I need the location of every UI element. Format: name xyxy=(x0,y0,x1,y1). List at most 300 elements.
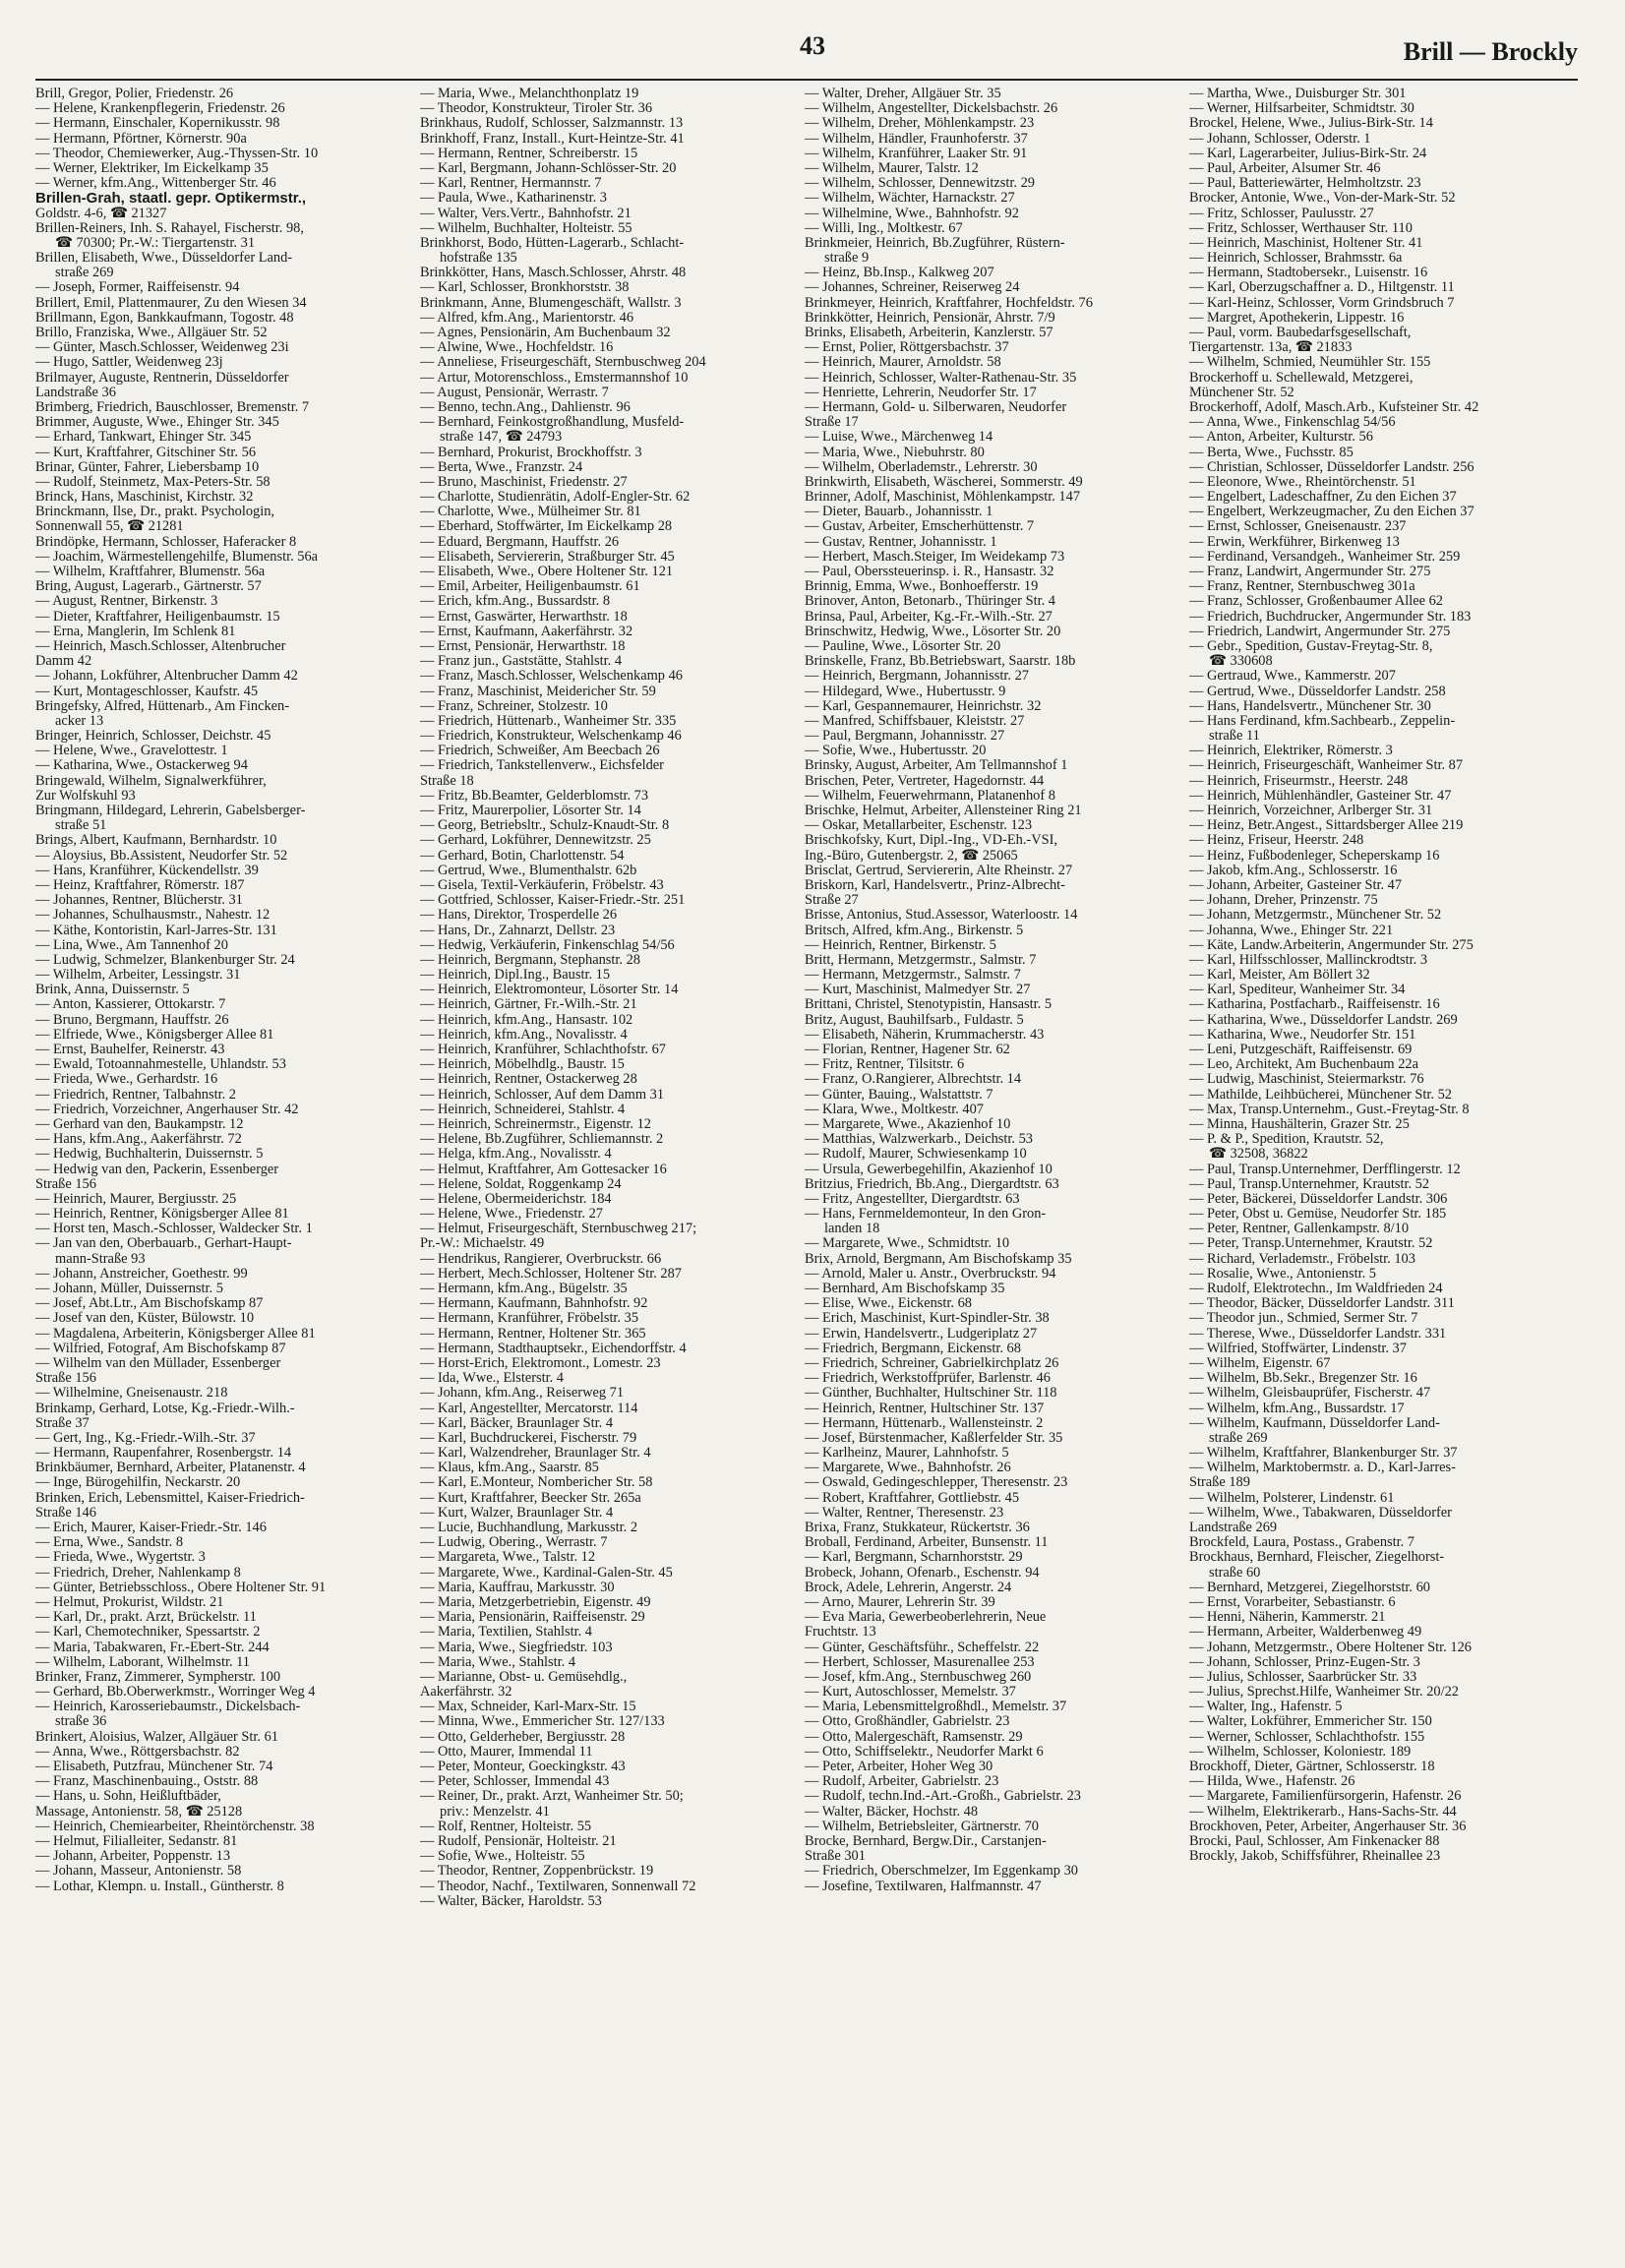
directory-entry-line: — Wilhelm, Polsterer, Lindenstr. 61 xyxy=(1189,1490,1395,1506)
directory-entry-line: — Werner, kfm.Ang., Wittenberger Str. 46 xyxy=(35,176,276,192)
directory-entry-line: Brink, Anna, Duissernstr. 5 xyxy=(35,983,190,998)
directory-entry-line: — August, Pensionär, Werrastr. 7 xyxy=(420,385,609,400)
directory-entry-line: — Eberhard, Stoffwärter, Im Eickelkamp 28 xyxy=(420,519,673,535)
directory-entry-line: Brinken, Erich, Lebensmittel, Kaiser-Friedrich- xyxy=(35,1490,305,1506)
directory-entry-line: — Pauline, Wwe., Lösorter Str. 20 xyxy=(805,638,1001,654)
directory-entry-line: — Heinrich, Maschinist, Holtener Str. 41 xyxy=(1189,235,1423,251)
directory-entry-line: — Gerhard, Botin, Charlottenstr. 54 xyxy=(420,848,625,864)
directory-entry-line: — Rudolf, Steinmetz, Max-Peters-Str. 58 xyxy=(35,474,271,490)
directory-entry-line: — Richard, Verlademstr., Fröbelstr. 103 xyxy=(1189,1251,1415,1267)
directory-entry-line: — Werner, Elektriker, Im Eickelkamp 35 xyxy=(35,160,269,176)
directory-entry-line: — Gerhard van den, Baukampstr. 12 xyxy=(35,1116,244,1132)
directory-entry-line: — Johann, Schlosser, Prinz-Eugen-Str. 3 xyxy=(1189,1654,1420,1670)
directory-entry-line: — Fritz, Bb.Beamter, Gelderblomstr. 73 xyxy=(420,788,649,804)
directory-entry-line: — Margarete, Wwe., Schmidtstr. 10 xyxy=(805,1236,1010,1252)
directory-entry-line: — Alwine, Wwe., Hochfeldstr. 16 xyxy=(420,340,614,356)
directory-entry-line: — Franz, Schlosser, Großenbaumer Allee 62 xyxy=(1189,594,1443,610)
directory-entry-line: Brinsky, August, Arbeiter, Am Tellmannshof 1 xyxy=(805,758,1068,774)
directory-entry-line: — Wilhelm, Kaufmann, Düsseldorfer Land- xyxy=(1189,1415,1440,1431)
directory-entry-line: — Christian, Schlosser, Düsseldorfer Landstr. 256 xyxy=(1189,459,1475,475)
directory-entry-line: — Mathilde, Leihbücherei, Münchener Str. 52 xyxy=(1189,1087,1452,1103)
directory-entry-line: straße 269 xyxy=(1209,1430,1268,1446)
directory-entry-line: Straße 17 xyxy=(805,415,859,431)
directory-entry-line: — Minna, Haushälterin, Grazer Str. 25 xyxy=(1189,1116,1410,1132)
directory-entry-line: — Peter, Schlosser, Immendal 43 xyxy=(420,1774,610,1790)
directory-entry-line: Brinover, Anton, Betonarb., Thüringer Str. 4 xyxy=(805,594,1055,610)
directory-entry-line: — Werner, Schlosser, Schlachthofstr. 155 xyxy=(1189,1729,1425,1745)
directory-entry-line: — Katharina, Wwe., Neudorfer Str. 151 xyxy=(1189,1027,1416,1043)
directory-entry-line: — Heinrich, Rentner, Ostackerweg 28 xyxy=(420,1072,637,1088)
directory-entry-line: — Josefine, Textilwaren, Halfmannstr. 47 xyxy=(805,1879,1042,1894)
directory-entry-line: Goldstr. 4-6, ☎ 21327 xyxy=(35,206,167,221)
directory-entry-line: — Friedrich, Hüttenarb., Wanheimer Str. 335 xyxy=(420,713,677,729)
directory-entry-line: Bringefsky, Alfred, Hüttenarb., Am Fincken- xyxy=(35,698,290,714)
directory-entry-line: — Anna, Wwe., Finkenschlag 54/56 xyxy=(1189,415,1396,431)
directory-entry-line: — Wilhelm, Schlosser, Koloniestr. 189 xyxy=(1189,1744,1412,1760)
directory-entry-line: — Wilhelmine, Gneisenaustr. 218 xyxy=(35,1386,228,1402)
directory-entry-line: — Karl, Gespannemaurer, Heinrichstr. 32 xyxy=(805,698,1042,714)
directory-entry-line: Brockly, Jakob, Schiffsführer, Rheinallee 23 xyxy=(1189,1849,1441,1865)
directory-entry-line: — Heinrich, Chemiearbeiter, Rheintörchenstr. 38 xyxy=(35,1819,315,1834)
directory-entry-line: — Margret, Apothekerin, Lippestr. 16 xyxy=(1189,310,1405,326)
directory-entry-line: — Heinrich, Kranführer, Schlachthofstr. 67 xyxy=(420,1043,666,1057)
directory-entry-line: — Julius, Sprechst.Hilfe, Wanheimer Str. 20/22 xyxy=(1189,1685,1459,1701)
directory-entry-line: — Walter, Lokführer, Emmericher Str. 150 xyxy=(1189,1714,1432,1730)
directory-entry-line: — Ernst, Schlosser, Gneisenaustr. 237 xyxy=(1189,519,1407,535)
directory-entry-line: straße 36 xyxy=(55,1714,107,1730)
directory-entry-line: — Wilhelm, Betriebsleiter, Gärtnerstr. 70 xyxy=(805,1819,1039,1834)
directory-entry-line: — Karl, E.Monteur, Nombericher Str. 58 xyxy=(420,1475,653,1491)
directory-entry-line: — Eva Maria, Gewerbeoberlehrerin, Neue xyxy=(805,1610,1047,1626)
directory-entry-line: Ing.-Büro, Gutenbergstr. 2, ☎ 25065 xyxy=(805,848,1018,864)
directory-entry-line: — Helmut, Filialleiter, Sedanstr. 81 xyxy=(35,1833,238,1849)
directory-entry-line: — Elfriede, Wwe., Königsberger Allee 81 xyxy=(35,1027,274,1043)
directory-entry-line: Straße 156 xyxy=(35,1176,96,1192)
directory-entry-line: — Anton, Arbeiter, Kulturstr. 56 xyxy=(1189,430,1373,446)
directory-entry-line: — Maria, Wwe., Siegfriedstr. 103 xyxy=(420,1640,613,1655)
directory-entry-line: Britsch, Alfred, kfm.Ang., Birkenstr. 5 xyxy=(805,923,1024,938)
directory-entry-line: Brinkmeier, Heinrich, Bb.Zugführer, Rüstern- xyxy=(805,235,1065,251)
directory-entry-line: — Werner, Hilfsarbeiter, Schmidtstr. 30 xyxy=(1189,101,1414,117)
directory-entry-line: — Johann, Anstreicher, Goethestr. 99 xyxy=(35,1266,248,1282)
directory-entry-line: — Johann, kfm.Ang., Reiserweg 71 xyxy=(420,1386,625,1402)
directory-entry-line: Brinkert, Aloisius, Walzer, Allgäuer Str. 61 xyxy=(35,1729,279,1745)
directory-entry-line: — Helene, Soldat, Roggenkamp 24 xyxy=(420,1176,622,1192)
directory-entry-line: — Paul, Batteriewärter, Helmholtzstr. 23 xyxy=(1189,176,1421,192)
directory-entry-line: — Hendrikus, Rangierer, Overbruckstr. 66 xyxy=(420,1251,662,1267)
directory-entry-line: — Maria, Textilien, Stahlstr. 4 xyxy=(420,1625,592,1641)
directory-entry-line: — Bernhard, Prokurist, Brockhoffstr. 3 xyxy=(420,445,642,460)
directory-entry-line: Straße 156 xyxy=(35,1371,96,1387)
directory-entry-line: mann-Straße 93 xyxy=(55,1251,146,1267)
directory-entry-line: — Johann, Schlosser, Oderstr. 1 xyxy=(1189,131,1371,147)
directory-entry-line: — Erwin, Werkführer, Birkenweg 13 xyxy=(1189,534,1400,550)
directory-entry-line: — Willi, Ing., Moltkestr. 67 xyxy=(805,220,963,236)
directory-entry-line: — Fritz, Maurerpolier, Lösorter Str. 14 xyxy=(420,804,641,818)
directory-entry-line: — Friedrich, Landwirt, Angermunder Str. 275 xyxy=(1189,624,1451,639)
directory-entry-line: — Maria, Wwe., Stahlstr. 4 xyxy=(420,1654,576,1670)
directory-entry-line: — Paul, Transp.Unternehmer, Krautstr. 52 xyxy=(1189,1176,1430,1192)
directory-entry-line: — Wilhelm, Laborant, Wilhelmstr. 11 xyxy=(35,1654,251,1670)
directory-entry-line: — Heinrich, Elektriker, Römerstr. 3 xyxy=(1189,744,1393,759)
directory-entry-line: — Margarete, Familienfürsorgerin, Hafenstr. 26 xyxy=(1189,1789,1462,1805)
directory-entry-line: — Berta, Wwe., Fuchsstr. 85 xyxy=(1189,445,1354,460)
directory-entry-line: — Alfred, kfm.Ang., Marientorstr. 46 xyxy=(420,310,634,326)
directory-entry-line: — Helmut, Kraftfahrer, Am Gottesacker 16 xyxy=(420,1162,667,1177)
directory-entry-line: — Friedrich, Oberschmelzer, Im Eggenkamp 30 xyxy=(805,1864,1078,1880)
directory-entry-line: — Hans, Handelsvertr., Münchener Str. 30 xyxy=(1189,698,1431,714)
directory-entry-line: — Paula, Wwe., Katharinenstr. 3 xyxy=(420,191,607,207)
directory-entry-line: Brinkbäumer, Bernhard, Arbeiter, Platanenstr. 4 xyxy=(35,1461,306,1476)
directory-entry-line: — Josef van den, Küster, Bülowstr. 10 xyxy=(35,1311,255,1327)
directory-entry-line: — Ernst, Vorarbeiter, Sebastianstr. 6 xyxy=(1189,1594,1396,1610)
directory-entry-line: — Heinrich, Elektromonteur, Lösorter Str. 14 xyxy=(420,983,679,998)
directory-entry-line: Brillert, Emil, Plattenmaurer, Zu den Wiesen 34 xyxy=(35,295,307,311)
directory-entry-line: — Maria, Pensionärin, Raiffeisenstr. 29 xyxy=(420,1610,645,1626)
directory-entry-line: — Ernst, Gaswärter, Herwarthstr. 18 xyxy=(420,609,628,625)
directory-entry-line: — Katharina, Postfacharb., Raiffeisenstr. 16 xyxy=(1189,997,1440,1013)
directory-entry-line: Britz, August, Bauhilfsarb., Fuldastr. 5 xyxy=(805,1012,1024,1028)
directory-entry-line: Brockerhoff u. Schellewald, Metzgerei, xyxy=(1189,370,1414,386)
directory-entry-line: — Hermann, Metzgermstr., Salmstr. 7 xyxy=(805,968,1021,984)
directory-entry-line: — Max, Transp.Unternehm., Gust.-Freytag-Str. 8 xyxy=(1189,1102,1470,1117)
directory-entry-line: — Johann, Metzgermstr., Münchener Str. 52 xyxy=(1189,908,1442,924)
directory-entry-line: — Theodor, Chemiewerker, Aug.-Thyssen-Str. 10 xyxy=(35,146,319,161)
directory-entry-line: — Karl, Walzendreher, Braunlager Str. 4 xyxy=(420,1446,651,1462)
directory-entry-line: — Kurt, Kraftfahrer, Beecker Str. 265a xyxy=(420,1490,641,1506)
directory-entry-line: Brinck, Hans, Maschinist, Kirchstr. 32 xyxy=(35,490,254,506)
directory-entry-line: — Johann, Dreher, Prinzenstr. 75 xyxy=(1189,893,1378,909)
directory-entry-line: — Friedrich, Rentner, Talbahnstr. 2 xyxy=(35,1087,236,1103)
directory-entry-line: — Magdalena, Arbeiterin, Königsberger Allee 81 xyxy=(35,1326,316,1342)
directory-entry-line: — Helene, Obermeiderichstr. 184 xyxy=(420,1191,612,1207)
directory-entry-line: Straße 18 xyxy=(420,773,474,789)
directory-entry-line: — Rudolf, Arbeiter, Gabrielstr. 23 xyxy=(805,1774,999,1790)
directory-entry-line: — Heinrich, Mühlenhändler, Gasteiner Str. 47 xyxy=(1189,788,1452,804)
directory-entry-line: — Johann, Müller, Duissernstr. 5 xyxy=(35,1282,223,1296)
directory-entry-line: — Karl, Lagerarbeiter, Julius-Birk-Str. 24 xyxy=(1189,146,1427,161)
directory-entry-line: — Arnold, Maler u. Anstr., Overbruckstr. 94 xyxy=(805,1266,1056,1282)
directory-entry-line: — Johanna, Wwe., Ehinger Str. 221 xyxy=(1189,923,1394,938)
directory-entry-line: — Peter, Transp.Unternehmer, Krautstr. 52 xyxy=(1189,1236,1433,1252)
directory-entry-line: Brillen-Grah, staatl. gepr. Optikermstr., xyxy=(35,191,307,207)
directory-entry-line: — Berta, Wwe., Franzstr. 24 xyxy=(420,459,583,475)
directory-entry-line: — Heinrich, Rentner, Birkenstr. 5 xyxy=(805,937,996,953)
directory-entry-line: Brillmann, Egon, Bankkaufmann, Togostr. 48 xyxy=(35,310,294,326)
directory-entry-line: Brinkmann, Änne, Blumengeschäft, Wallstr. 3 xyxy=(420,295,682,311)
directory-entry-line: — Heinrich, Masch.Schlosser, Altenbrucher xyxy=(35,638,286,654)
directory-entry-line: Brocki, Paul, Schlosser, Am Finkenacker 88 xyxy=(1189,1833,1440,1849)
directory-entry-line: Brockhoven, Peter, Arbeiter, Angerhauser Str. 36 xyxy=(1189,1819,1467,1834)
directory-entry-line: — Bernhard, Metzgerei, Ziegelhorststr. 60 xyxy=(1189,1580,1430,1595)
directory-entry-line: — Karl, Dr., prakt. Arzt, Brückelstr. 11 xyxy=(35,1610,257,1626)
directory-entry-line: — Franz, Landwirt, Angermunder Str. 275 xyxy=(1189,565,1431,579)
directory-entry-line: — Wilhelm, Marktobermstr. a. D., Karl-Jarres- xyxy=(1189,1461,1456,1476)
directory-entry-line: Straße 189 xyxy=(1189,1475,1250,1491)
directory-entry-line: — Wilfried, Fotograf, Am Bischofskamp 87 xyxy=(35,1341,286,1356)
directory-entry-line: — Wilhelm, Schmied, Neumühler Str. 155 xyxy=(1189,355,1431,371)
directory-entry-line: Brimmer, Auguste, Wwe., Ehinger Str. 345 xyxy=(35,415,279,431)
directory-entry-line: straße 11 xyxy=(1209,729,1260,745)
directory-entry-line: Brinner, Adolf, Maschinist, Möhlenkampstr. 147 xyxy=(805,490,1081,506)
directory-entry-line: — Horst ten, Masch.-Schlosser, Waldecker Str. 1 xyxy=(35,1222,313,1237)
directory-entry-line: — Erna, Wwe., Sandstr. 8 xyxy=(35,1535,184,1551)
directory-entry-line: — Jakob, kfm.Ang., Schlosserstr. 16 xyxy=(1189,863,1398,878)
directory-entry-line: — Otto, Maurer, Immendal 11 xyxy=(420,1744,593,1760)
directory-entry-line: — Margarete, Wwe., Akazienhof 10 xyxy=(805,1116,1011,1132)
directory-entry-line: Landstraße 36 xyxy=(35,385,116,400)
directory-entry-line: — Gerhard, Lokführer, Dennewitzstr. 25 xyxy=(420,833,651,849)
directory-entry-line: — Heinrich, Dipl.Ing., Baustr. 15 xyxy=(420,968,611,984)
directory-entry-line: — Wilhelm, Angestellter, Dickelsbachstr. 26 xyxy=(805,101,1058,117)
directory-entry-line: — Engelbert, Werkzeugmacher, Zu den Eichen 37 xyxy=(1189,505,1475,520)
directory-entry-line: — Heinrich, Maurer, Arnoldstr. 58 xyxy=(805,355,1001,371)
directory-entry-line: Brixa, Franz, Stukkateur, Rückertstr. 36 xyxy=(805,1521,1030,1535)
directory-entry-line: — Margarete, Wwe., Bahnhofstr. 26 xyxy=(805,1461,1011,1476)
directory-entry-line: — August, Rentner, Birkenstr. 3 xyxy=(35,594,218,610)
directory-entry-line: — Maria, Wwe., Niebuhrstr. 80 xyxy=(805,445,985,460)
directory-entry-line: — Gustav, Rentner, Johannisstr. 1 xyxy=(805,534,997,550)
directory-entry-line: — Theodor, Rentner, Zoppenbrückstr. 19 xyxy=(420,1864,654,1880)
directory-entry-line: — Artur, Motorenschloss., Emstermannshof 10 xyxy=(420,370,689,386)
directory-entry-line: — Hans, Kranführer, Kückendellstr. 39 xyxy=(35,863,259,878)
directory-entry-line: — Heinrich, Bergmann, Stephanstr. 28 xyxy=(420,952,640,968)
directory-entry-line: — Reiner, Dr., prakt. Arzt, Wanheimer Str. 50; xyxy=(420,1789,684,1805)
directory-entry-line: Brocke, Bernhard, Bergw.Dir., Carstanjen- xyxy=(805,1833,1047,1849)
directory-entry-line: — Wilhelm, Wwe., Tabakwaren, Düsseldorfer xyxy=(1189,1505,1452,1521)
directory-entry-line: — Florian, Rentner, Hagener Str. 62 xyxy=(805,1043,1010,1057)
directory-entry-line: — Franz, Rentner, Sternbuschweg 301a xyxy=(1189,579,1415,595)
directory-entry-line: Britzius, Friedrich, Bb.Ang., Diergardtstr. 63 xyxy=(805,1176,1059,1192)
directory-entry-line: — Karl, Buchdruckerei, Fischerstr. 79 xyxy=(420,1430,637,1446)
directory-entry-line: — Karl, Schlosser, Bronkhorststr. 38 xyxy=(420,280,630,296)
directory-entry-line: — Ursula, Gewerbegehilfin, Akazienhof 10 xyxy=(805,1162,1053,1177)
directory-entry-line: — Dieter, Bauarb., Johannisstr. 1 xyxy=(805,505,993,520)
directory-entry-line: Brinker, Franz, Zimmerer, Sympherstr. 100 xyxy=(35,1669,281,1685)
directory-entry-line: — Hermann, Raupenfahrer, Rosenbergstr. 14 xyxy=(35,1446,292,1462)
directory-entry-line: — Karl, Hilfsschlosser, Mallinckrodtstr. 3 xyxy=(1189,952,1428,968)
directory-entry-line: — Franz jun., Gaststätte, Stahlstr. 4 xyxy=(420,654,623,670)
directory-entry-line: — Ernst, Polier, Röttgersbachstr. 37 xyxy=(805,340,1009,356)
directory-entry-line: Britt, Hermann, Metzgermstr., Salmstr. 7 xyxy=(805,952,1037,968)
directory-entry-line: — Friedrich, Buchdrucker, Angermunder Str. 183 xyxy=(1189,609,1472,625)
directory-entry-line: Brinkamp, Gerhard, Lotse, Kg.-Friedr.-Wilh.- xyxy=(35,1401,295,1416)
directory-entry-line: — Johann, Masseur, Antonienstr. 58 xyxy=(35,1864,242,1880)
directory-entry-line: Brinkmeyer, Heinrich, Kraftfahrer, Hochfeldstr. 76 xyxy=(805,295,1093,311)
directory-entry-line: — Friedrich, Werkstoffprüfer, Barlenstr. 46 xyxy=(805,1371,1051,1387)
directory-entry-line: — Wilhelm, Dreher, Möhlenkampstr. 23 xyxy=(805,116,1035,132)
directory-entry-line: — Hermann, Rentner, Holtener Str. 365 xyxy=(420,1326,646,1342)
directory-entry-line: — Hermann, Gold- u. Silberwaren, Neudorfer xyxy=(805,399,1067,415)
directory-entry-line: — Rudolf, Elektrotechn., Im Waldfrieden 24 xyxy=(1189,1282,1443,1296)
directory-entry-line: — Margareta, Wwe., Talstr. 12 xyxy=(420,1550,596,1566)
directory-entry-line: — Hilda, Wwe., Hafenstr. 26 xyxy=(1189,1774,1355,1790)
directory-entry-line: — Rolf, Rentner, Holteistr. 55 xyxy=(420,1819,592,1834)
directory-entry-line: — Kurt, Autoschlosser, Memelstr. 37 xyxy=(805,1685,1016,1701)
directory-entry-line: — Paul, Oberssteuerinsp. i. R., Hansastr. 32 xyxy=(805,565,1054,579)
directory-entry-line: — Franz, Schreiner, Stolzestr. 10 xyxy=(420,698,608,714)
directory-entry-line: Sonnenwall 55, ☎ 21281 xyxy=(35,519,184,535)
directory-entry-line: — Heinrich, Bergmann, Johannisstr. 27 xyxy=(805,669,1029,685)
directory-entry-line: — Hermann, Kaufmann, Bahnhofstr. 92 xyxy=(420,1296,648,1312)
directory-entry-line: — Dieter, Kraftfahrer, Heiligenbaumstr. 15 xyxy=(35,609,280,625)
directory-entry-line: — Friedrich, Vorzeichner, Angerhauser Str. 42 xyxy=(35,1102,299,1117)
directory-entry-line: — Helene, Wwe., Friedenstr. 27 xyxy=(420,1207,603,1223)
directory-entry-line: — Johannes, Schreiner, Reiserweg 24 xyxy=(805,280,1020,296)
directory-entry-line: — Erich, kfm.Ang., Bussardstr. 8 xyxy=(420,594,611,610)
directory-entry-line: ☎ 70300; Pr.-W.: Tiergartenstr. 31 xyxy=(55,235,256,251)
directory-entry-line: — Paul, vorm. Baubedarfsgesellschaft, xyxy=(1189,326,1412,340)
directory-entry-line: — Engelbert, Ladeschaffner, Zu den Eichen 37 xyxy=(1189,490,1457,506)
directory-entry-line: — Wilfried, Stoffwärter, Lindenstr. 37 xyxy=(1189,1341,1407,1356)
directory-entry-line: Brockfeld, Laura, Postass., Grabenstr. 7 xyxy=(1189,1535,1414,1551)
directory-entry-line: Brinkhorst, Bodo, Hütten-Lagerarb., Schlacht- xyxy=(420,235,685,251)
directory-column-1 xyxy=(35,87,414,1894)
directory-entry-line: — Martha, Wwe., Duisburger Str. 301 xyxy=(1189,87,1407,101)
directory-entry-line: — Josef, Abt.Ltr., Am Bischofskamp 87 xyxy=(35,1296,264,1312)
directory-entry-line: Brockel, Helene, Wwe., Julius-Birk-Str. 14 xyxy=(1189,116,1433,132)
directory-entry-line: — Wilhelm, Buchhalter, Holteistr. 55 xyxy=(420,220,632,236)
directory-entry-line: Straße 37 xyxy=(35,1415,90,1431)
directory-entry-line: straße 269 xyxy=(55,266,114,281)
directory-entry-line: — Elisabeth, Putzfrau, Münchener Str. 74 xyxy=(35,1760,273,1774)
directory-entry-line: Brilmayer, Auguste, Rentnerin, Düsseldorfer xyxy=(35,370,289,386)
directory-entry-line: Brinkkötter, Hans, Masch.Schlosser, Ahrstr. 48 xyxy=(420,266,687,281)
directory-entry-line: — Karl-Heinz, Schlosser, Vorm Grindsbruch 7 xyxy=(1189,295,1455,311)
directory-entry-line: Brinnig, Emma, Wwe., Bonhoefferstr. 19 xyxy=(805,579,1039,595)
directory-entry-line: — Inge, Bürogehilfin, Neckarstr. 20 xyxy=(35,1475,241,1491)
directory-entry-line: — Agnes, Pensionärin, Am Buchenbaum 32 xyxy=(420,326,671,340)
directory-entry-line: — Lucie, Buchhandlung, Markusstr. 2 xyxy=(420,1521,638,1535)
directory-entry-line: Brinkwirth, Elisabeth, Wäscherei, Sommerstr. 49 xyxy=(805,474,1083,490)
directory-entry-line: — Otto, Schiffselektr., Neudorfer Markt 6 xyxy=(805,1744,1044,1760)
directory-entry-line: — Charlotte, Wwe., Mülheimer Str. 81 xyxy=(420,505,641,520)
directory-entry-line: — Gerhard, Bb.Oberwerkmstr., Worringer Weg 4 xyxy=(35,1685,316,1701)
directory-entry-line: — Walter, Rentner, Theresenstr. 23 xyxy=(805,1505,1004,1521)
directory-entry-line: — Franz, Maschinenbauing., Oststr. 88 xyxy=(35,1774,259,1790)
directory-entry-line: landen 18 xyxy=(824,1222,880,1237)
directory-column-4 xyxy=(1189,87,1578,1864)
directory-entry-line: Bringewald, Wilhelm, Signalwerkführer, xyxy=(35,773,267,789)
directory-entry-line: — Hermann, kfm.Ang., Bügelstr. 35 xyxy=(420,1282,628,1296)
directory-entry-line: — Rudolf, Maurer, Schwiesenkamp 10 xyxy=(805,1147,1027,1163)
directory-entry-line: — Kurt, Maschinist, Malmedyer Str. 27 xyxy=(805,983,1031,998)
directory-entry-line: — Josef, Bürstenmacher, Kaßlerfelder Str. 35 xyxy=(805,1430,1063,1446)
directory-entry-line: Brindöpke, Hermann, Schlosser, Haferacker 8 xyxy=(35,534,297,550)
directory-entry-line: Massage, Antonienstr. 58, ☎ 25128 xyxy=(35,1804,243,1820)
directory-entry-line: — Friedrich, Bergmann, Eickenstr. 68 xyxy=(805,1341,1021,1356)
directory-entry-line: — Horst-Erich, Elektromont., Lomestr. 23 xyxy=(420,1355,661,1371)
directory-entry-line: — Ernst, Pensionär, Herwarthstr. 18 xyxy=(420,638,626,654)
directory-entry-line: — Johannes, Rentner, Blücherstr. 31 xyxy=(35,893,243,909)
directory-entry-line: — Paul, Bergmann, Johannisstr. 27 xyxy=(805,729,1005,745)
directory-entry-line: Brisclat, Gertrud, Serviererin, Alte Rheinstr. 27 xyxy=(805,863,1073,878)
directory-entry-line: — Julius, Schlosser, Saarbrücker Str. 33 xyxy=(1189,1669,1417,1685)
directory-entry-line: — Fritz, Schlosser, Werthauser Str. 110 xyxy=(1189,220,1413,236)
directory-entry-line: Landstraße 269 xyxy=(1189,1521,1278,1535)
directory-entry-line: — Wilhelm, Kranführer, Laaker Str. 91 xyxy=(805,146,1028,161)
directory-entry-line: — Walter, Ing., Hafenstr. 5 xyxy=(1189,1700,1343,1715)
directory-entry-line: — Heinrich, Schlosser, Brahmsstr. 6a xyxy=(1189,251,1403,267)
directory-entry-line: — Wilhelm, Feuerwehrmann, Platanenhof 8 xyxy=(805,788,1055,804)
directory-entry-line: Bringer, Heinrich, Schlosser, Deichstr. 45 xyxy=(35,729,271,745)
directory-entry-line: Brobeck, Johann, Ofenarb., Eschenstr. 94 xyxy=(805,1565,1040,1581)
directory-entry-line: — P. & P., Spedition, Krautstr. 52, xyxy=(1189,1132,1384,1148)
directory-entry-line: Broball, Ferdinand, Arbeiter, Bunsenstr. 11 xyxy=(805,1535,1049,1551)
directory-entry-line: — Erna, Manglerin, Im Schlenk 81 xyxy=(35,624,236,639)
directory-entry-line: — Anneliese, Friseurgeschäft, Sternbuschweg 204 xyxy=(420,355,706,371)
directory-entry-line: — Gustav, Arbeiter, Emscherhüttenstr. 7 xyxy=(805,519,1035,535)
directory-entry-line: Brillen-Reiners, Inh. S. Rahayel, Fischerstr. 98, xyxy=(35,220,304,236)
directory-entry-line: — Heinrich, kfm.Ang., Novalisstr. 4 xyxy=(420,1027,628,1043)
directory-entry-line: Brinar, Günter, Fahrer, Liebersbamp 10 xyxy=(35,459,260,475)
directory-entry-line: — Franz, Maschinist, Meidericher Str. 59 xyxy=(420,684,656,699)
directory-entry-line: — Herbert, Masch.Steiger, Im Weidekamp 73 xyxy=(805,549,1065,565)
directory-entry-line: Brinsa, Paul, Arbeiter, Kg.-Fr.-Wilh.-Str. 27 xyxy=(805,609,1053,625)
directory-entry-line: — Gert, Ing., Kg.-Friedr.-Wilh.-Str. 37 xyxy=(35,1430,256,1446)
directory-entry-line: — Hermann, Kranführer, Fröbelstr. 35 xyxy=(420,1311,639,1327)
directory-entry-line: Brings, Albert, Kaufmann, Bernhardstr. 10 xyxy=(35,833,277,849)
directory-entry-line: — Frieda, Wwe., Wygertstr. 3 xyxy=(35,1550,206,1566)
directory-entry-line: — Klaus, kfm.Ang., Saarstr. 85 xyxy=(420,1461,599,1476)
directory-entry-line: — Helene, Krankenpflegerin, Friedenstr. 26 xyxy=(35,101,285,117)
directory-entry-line: — Theodor, Nachf., Textilwaren, Sonnenwall 72 xyxy=(420,1879,696,1894)
directory-entry-line: — Otto, Großhändler, Gabrielstr. 23 xyxy=(805,1714,1010,1730)
directory-entry-line: Brinckmann, Ilse, Dr., prakt. Psychologin, xyxy=(35,505,275,520)
directory-entry-line: — Helmut, Friseurgeschäft, Sternbuschweg 217; xyxy=(420,1222,697,1237)
directory-entry-line: — Lothar, Klempn. u. Install., Güntherstr. 8 xyxy=(35,1879,284,1894)
directory-entry-line: — Elise, Wwe., Eickenstr. 68 xyxy=(805,1296,972,1312)
directory-entry-line: Brinkkötter, Heinrich, Pensionär, Ahrstr. 7/9 xyxy=(805,310,1055,326)
directory-entry-line: — Herbert, Schlosser, Masurenallee 253 xyxy=(805,1654,1035,1670)
directory-entry-line: — Peter, Monteur, Goeckingkstr. 43 xyxy=(420,1760,626,1774)
directory-entry-line: — Hans, kfm.Ang., Aakerfährstr. 72 xyxy=(35,1132,242,1148)
directory-entry-line: — Hans, Fernmeldemonteur, In den Gron- xyxy=(805,1207,1047,1223)
directory-entry-line: — Hans, Dr., Zahnarzt, Dellstr. 23 xyxy=(420,923,616,938)
directory-entry-line: — Heinrich, Rentner, Königsberger Allee 81 xyxy=(35,1207,289,1223)
directory-entry-line: — Georg, Betriebsltr., Schulz-Knaudt-Str. 8 xyxy=(420,818,670,834)
directory-entry-line: — Paul, Arbeiter, Alsumer Str. 46 xyxy=(1189,160,1381,176)
directory-entry-line: Brinks, Elisabeth, Arbeiterin, Kanzlerstr. 57 xyxy=(805,326,1053,340)
running-head: Brill — Brockly xyxy=(1403,37,1578,66)
directory-entry-line: Brocker, Antonie, Wwe., Von-der-Mark-Str. 52 xyxy=(1189,191,1456,207)
directory-entry-line: — Kurt, Kraftfahrer, Gitschiner Str. 56 xyxy=(35,445,257,460)
directory-entry-line: Brischen, Peter, Vertreter, Hagedornstr. 44 xyxy=(805,773,1045,789)
directory-entry-line: Straße 146 xyxy=(35,1505,96,1521)
directory-entry-line: — Hermann, Rentner, Schreiberstr. 15 xyxy=(420,146,638,161)
directory-entry-line: — Karl, Meister, Am Böllert 32 xyxy=(1189,968,1370,984)
directory-entry-line: — Heinrich, Vorzeichner, Arlberger Str. 31 xyxy=(1189,804,1433,818)
directory-entry-line: — Heinz, Friseur, Heerstr. 248 xyxy=(1189,833,1364,849)
directory-entry-line: — Gertrud, Wwe., Düsseldorfer Landstr. 258 xyxy=(1189,684,1446,699)
directory-entry-line: — Heinz, Betr.Angest., Sittardsberger Allee 219 xyxy=(1189,818,1464,834)
directory-entry-line: — Luise, Wwe., Märchenweg 14 xyxy=(805,430,993,446)
directory-entry-line: Briskorn, Karl, Handelsvertr., Prinz-Albrecht- xyxy=(805,877,1065,893)
page-number: 43 xyxy=(800,31,825,60)
directory-entry-line: — Franz, Masch.Schlosser, Welschenkamp 46 xyxy=(420,669,683,685)
directory-entry-line: — Karl, Bergmann, Scharnhorststr. 29 xyxy=(805,1550,1023,1566)
directory-entry-line: — Otto, Gelderheber, Bergiusstr. 28 xyxy=(420,1729,626,1745)
directory-entry-line: Brischke, Helmut, Arbeiter, Allensteiner Ring 21 xyxy=(805,804,1082,818)
directory-entry-line: ☎ 330608 xyxy=(1209,654,1273,670)
directory-entry-line: — Hedwig, Buchhalterin, Duissernstr. 5 xyxy=(35,1147,264,1163)
directory-entry-line: — Bruno, Bergmann, Hauffstr. 26 xyxy=(35,1012,229,1028)
directory-entry-line: — Günter, Geschäftsführ., Scheffelstr. 22 xyxy=(805,1640,1040,1655)
directory-entry-line: Damm 42 xyxy=(35,654,92,670)
directory-entry-line: — Maria, Kauffrau, Markusstr. 30 xyxy=(420,1580,615,1595)
directory-entry-line: Straße 301 xyxy=(805,1849,866,1865)
directory-entry-line: — Friedrich, Schweißer, Am Beecbach 26 xyxy=(420,744,660,759)
